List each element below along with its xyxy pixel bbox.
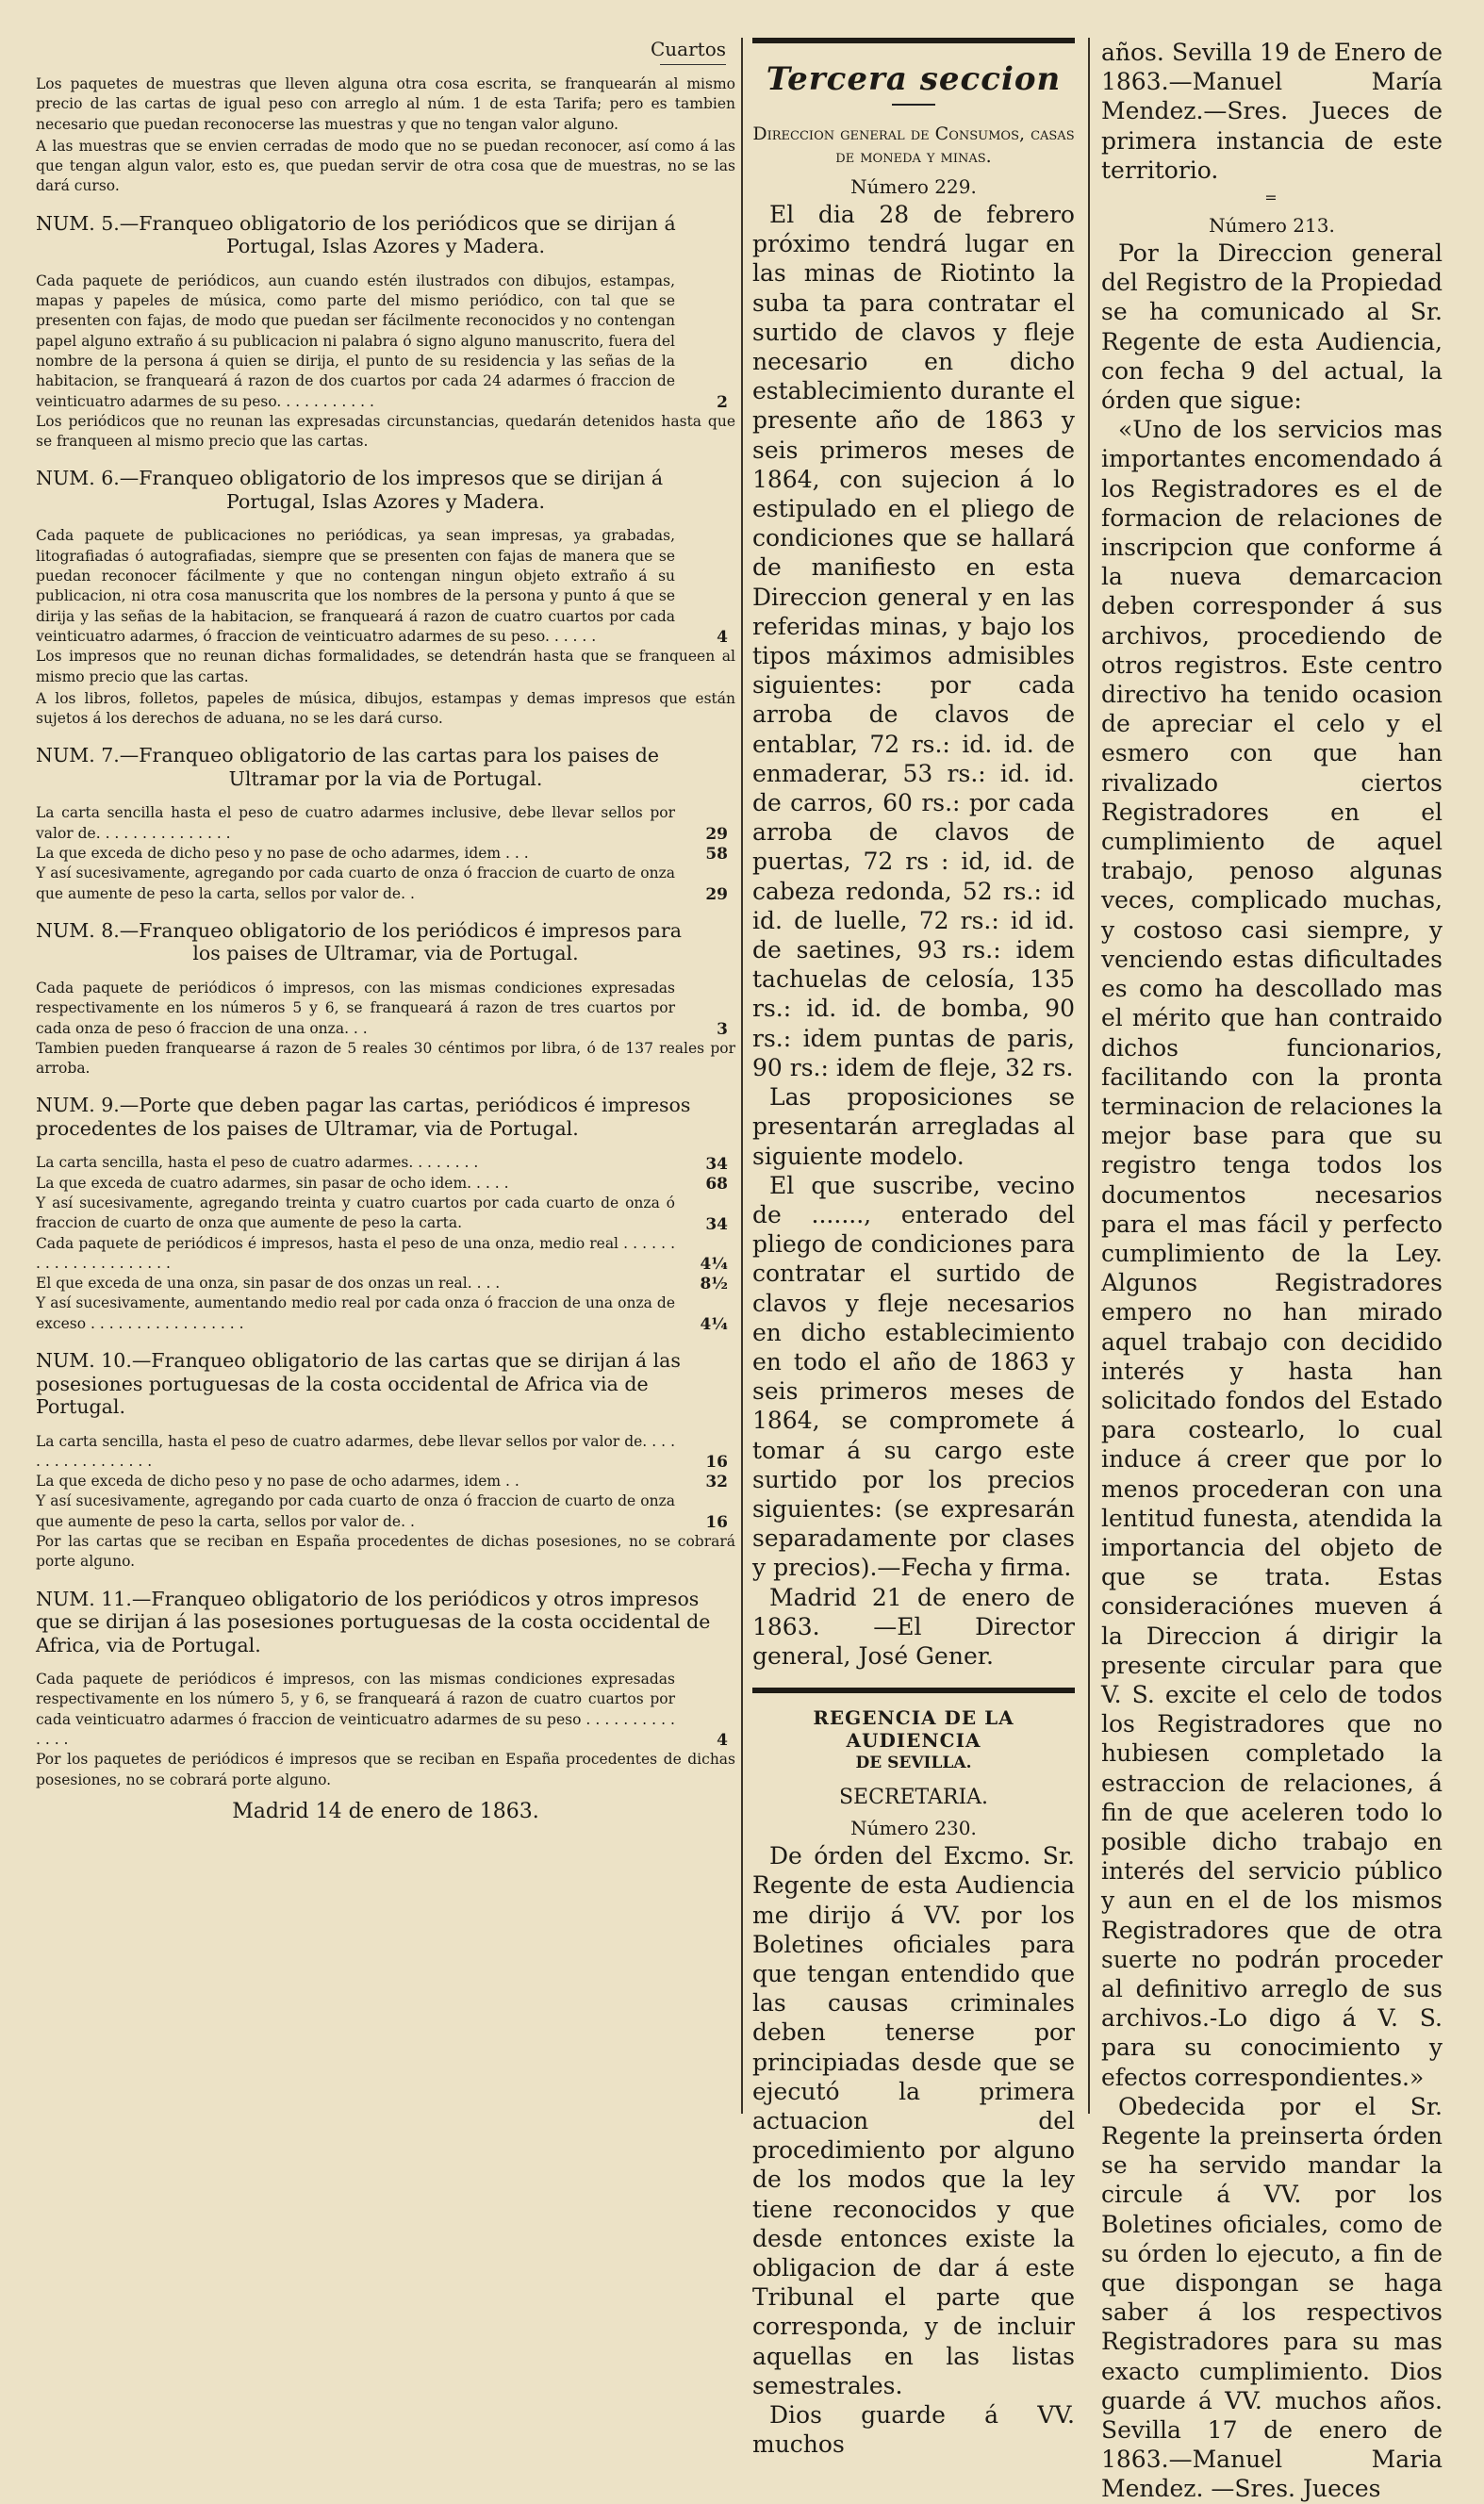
notice-230-closing: años. Sevilla 19 de Enero de 1863.—Manuel María Mendez.—Sres. Jueces de primera instancia de este territorio. <box>1101 39 1443 184</box>
section-top-rule <box>752 38 1075 43</box>
num7-row-2: La que exceda de dicho peso y no pase de ocho adarmes, idem . . . 58 <box>36 845 728 865</box>
cuartos-header: Cuartos <box>650 38 726 60</box>
num10-row-1: La carta sencilla, hasta el peso de cuatro adarmes, debe llevar sellos por valor de. . . . . . . . . . . . . . . . . 16 <box>36 1432 728 1473</box>
tercera-seccion-column <box>752 38 1075 2459</box>
number-229: Número 229. <box>850 175 977 198</box>
notice-229-p2: Las proposiciones se presentarán arregladas al siguiente modelo. <box>752 1083 1075 1170</box>
num9-row-3: Y así sucesivamente, agregando treinta y cuatro cuartos por cada cuarto de onza ó fraccion de cuarto de onza que aumente de peso la carta. 34 <box>36 1194 728 1234</box>
num10-row-3: Y así sucesivamente, agregando por cada cuarto de onza ó fraccion de cuarto de onza que aumente de peso la carta, sellos por valor de. . 16 <box>36 1492 728 1533</box>
secretaria-heading: SECRETARIA. <box>838 1786 989 1810</box>
intro-paragraph-1: Los paquetes de muestras que lleven alguna otra cosa escrita, se franquearán al mismo precio de las cartas de igual peso con arreglo al núm. 1 de esta Tarifa; pero es tambien necesario que puedan reconocerse las muestras y que no tengan valor alguno. <box>36 75 735 133</box>
num7-heading: NUM. 7.—Franqueo obligatorio de las cartas para los paises de Ultramar por la via de Portugal. <box>36 744 660 790</box>
num9-row-2: La que exceda de cuatro adarmes, sin pasar de ocho idem. . . . . 68 <box>36 1174 728 1194</box>
num7-row-3: Y así sucesivamente, agregando por cada cuarto de onza ó fraccion de cuarto de onza que aumente de peso la carta, sellos por valor de. . 29 <box>36 865 728 904</box>
num6-value: 4 <box>717 628 728 648</box>
notice-229-p3: El que suscribe, vecino de ......., enterado del pliego de condiciones para contratar el surtido de clavos y fleje necesarios en dicho establecimiento en todo el año de 1863 y seis primeros meses de 1864, se compromete á tomar á su cargo este surtido por los precios siguientes: (se expresarán separadamente por clases y precios).—Fecha y firma. <box>752 1171 1075 1582</box>
notice-230-p2: Dios guarde á VV. muchos <box>752 2401 1075 2459</box>
num8-note: Tambien pueden franquearse á razon de 5 reales 30 céntimos por libra, ó de 137 reales por arroba. <box>36 1039 735 1078</box>
intro-paragraph-2: A las muestras que se envien cerradas de modo que no se puedan reconocer, así como á las que tengan algun valor, esto es, que puedan servir de otra cosa que de muestras, no se las dará curso. <box>36 137 735 195</box>
notice-213-p3: Obedecida por el Sr. Regente la preinserta órden se ha servido mandar la circule á VV. por los Boletines oficiales, como de su órden lo ejecuto, a fin de que dispongan se haga saber á los respectivos Registradores para su mas exacto cumplimiento. Dios guarde á VV. muchos años. Sevilla 17 de enero de 1863.—Manuel Maria Mendez. —Sres. Jueces <box>1101 2092 1443 2503</box>
num11-heading: NUM. 11.—Franqueo obligatorio de los periódicos y otros impresos que se dirijan á las posesiones portuguesas de la costa occidental de Africa, via de Portugal. <box>36 1587 711 1656</box>
num9-row-1: La carta sencilla, hasta el peso de cuatro adarmes. . . . . . . . 34 <box>36 1154 728 1174</box>
num6-heading: NUM. 6.—Franqueo obligatorio de los impresos que se dirijan á Portugal, Islas Azores y Madera. <box>36 467 664 513</box>
num10-row-2: La que exceda de dicho peso y no pase de ocho adarmes, idem . . 32 <box>36 1473 728 1492</box>
num8-row-1: Cada paquete de periódicos ó impresos, con las mismas condiciones expresadas respectivamente en los números 5 y 6, se franqueará á razon de tres cuartos por cada onza de peso ó fraccion de una onza. . . 3 <box>36 979 728 1039</box>
num6-row: Cada paquete de publicaciones no periódicas, ya sean impresas, ya grabadas, litografiadas ó autografiadas, siempre que se presenten con fajas de manera que se puedan reconocer fácilmente y que no contengan ningun objeto extraño á su publicacion, ni otra cosa manuscrita que los nombres de la persona y punto á que se dirija y las señas de la habitacion, se franqueará á razon de cuatro cuartos por cada veinticuatro adarmes, ó fraccion de veinticuatro adarmes de su peso. . . . . . 4 <box>36 526 735 647</box>
column-divider-1 <box>741 38 743 2114</box>
num7-row-1: La carta sencilla hasta el peso de cuatro adarmes inclusive, debe llevar sellos por valor de. . . . . . . . . . . . . . . 29 <box>36 804 728 845</box>
num5-value: 2 <box>717 392 728 412</box>
column-divider-2 <box>1088 38 1090 2114</box>
header-underline <box>660 64 726 65</box>
notice-230-p1: De órden del Excmo. Sr. Regente de esta Audiencia me dirijo á VV. por los Boletines oficiales para que tengan entendido que las causas criminales deben tenerse por principiadas desde que se ejecutó la primera actuacion del procedimiento por alguno de los modos que la ley tiene reconocidos y que desde entonces existe la obligacion de dar á este Tribunal el parte que corresponda, y de incluir aquellas en las listas semestrales. <box>752 1842 1075 2399</box>
num9-row-5: El que exceda de una onza, sin pasar de dos onzas un real. . . . 8½ <box>36 1275 728 1294</box>
regencia-top-rule <box>752 1688 1075 1693</box>
registro-column <box>1101 38 1443 2504</box>
num5-row: Cada paquete de periódicos, aun cuando estén ilustrados con dibujos, estampas, mapas y papeles de música, como parte del mismo periódico, con tal que se presenten con fajas, de modo que puedan ser fácilmente reconocidos y no contengan papel alguno extraño á su publicacion ni palabra ó signo alguno manuscrito, fuera del nombre de la persona á quien se dirija, el punto de su residencia y las señas de la habitacion, se franqueará á razon de dos cuartos por cada 24 adarmes ó fraccion de veinticuatro adarmes de su peso. . . . . . . . . . . 2 <box>36 272 735 412</box>
num5-heading: NUM. 5.—Franqueo obligatorio de los periódicos que se dirijan á Portugal, Islas Azores y Madera. <box>36 211 676 258</box>
notice-229-p1: El dia 28 de febrero próximo tendrá lugar en las minas de Riotinto la suba ta para contratar el surtido de clavos y fleje necesario en dicho establecimiento durante el presente año de 1863 y seis primeros meses de 1864, con sujecion á lo estipulado en el pliego de condiciones que se hallará de manifiesto en esta Direccion general y en las referidas minas, y bajo los tipos máximos admisibles siguientes: por cada arroba de clavos de entablar, 72 rs.: id. id. de enmaderar, 53 rs.: id. id. de carros, 60 rs.: por cada arroba de clavos de puertas, 72 rs : id, id. de cabeza redonda, 52 rs.: id id. de luelle, 72 rs.: id id. de saetines, 93 rs.: idem tachuelas de celosía, 135 rs.: id. id. de bomba, 90 rs.: idem puntas de paris, 90 rs.: idem de fleje, 32 rs. <box>752 201 1075 1081</box>
separator: = <box>1264 189 1279 207</box>
num6-note-2: A los libros, folletos, papeles de música, dibujos, estampas y demas impresos que están sujetos á los derechos de aduana, no se les dará curso. <box>36 689 735 728</box>
num9-heading: NUM. 9.—Porte que deben pagar las cartas, periódicos é impresos procedentes de los paises de Ultramar, via de Portugal. <box>36 1094 691 1140</box>
num10-note: Por las cartas que se reciban en España procedentes de dichas posesiones, no se cobrará porte alguno. <box>36 1533 735 1571</box>
number-230: Número 230. <box>850 1817 977 1840</box>
section-title-rule <box>892 104 935 106</box>
num10-heading: NUM. 10.—Franqueo obligatorio de las cartas que se dirijan á las posesiones portuguesas de la costa occidental de Africa via de Portugal. <box>36 1349 681 1419</box>
notice-229-signature: Madrid 21 de enero de 1863. —El Director general, José Gener. <box>752 1583 1075 1670</box>
notice-213-p1: Por la Direccion general del Registro de la Propiedad se ha comunicado al Sr. Regente de esta Audiencia, con fecha 9 del actual, la órden que sigue: <box>1101 239 1443 415</box>
num11-note: Por los paquetes de periódicos é impresos que se reciban en España procedentes de dichas posesiones, no se cobrará porte alguno. <box>36 1751 735 1788</box>
num6-note-1: Los impresos que no reunan dichas formalidades, se detendrán hasta que se franqueen al mismo precio que las cartas. <box>36 648 735 685</box>
num9-row-6: Y así sucesivamente, aumentando medio real por cada onza ó fraccion de una onza de exceso . . . . . . . . . . . . . . . . . 4¼ <box>36 1294 728 1335</box>
section-title: Tercera seccion <box>766 60 1062 98</box>
tariff-column <box>36 38 735 1823</box>
num11-row-1: Cada paquete de periódicos é impresos, con las mismas condiciones expresadas respectivamente en los número 5, y 6, se franqueará á razon de cuatro cuartos por cada veinticuatro adarmes ó fraccion de veinticuatro adarmes de su peso . . . . . . . . . . . . . . 4 <box>36 1671 728 1751</box>
number-213: Número 213. <box>1209 214 1335 238</box>
tariff-date: Madrid 14 de enero de 1863. <box>232 1799 539 1823</box>
num8-heading: NUM. 8.—Franqueo obligatorio de los periódicos é impresos para los paises de Ultramar, via de Portugal. <box>36 918 682 965</box>
num5-note: Los periódicos que no reunan las expresadas circunstancias, quedarán detenidos hasta que se franqueen al mismo precio que las cartas. <box>36 412 735 451</box>
regencia-subheading: DE SEVILLA. <box>855 1754 972 1773</box>
regencia-heading: REGENCIA DE LA AUDIENCIA <box>813 1706 1014 1753</box>
department-heading: Direccion general de Consumos, casas de moneda y minas. <box>752 124 1075 167</box>
num9-row-4: Cada paquete de periódicos é impresos, hasta el peso de una onza, medio real . . . . . . . . . . . . . . . . . . . . . 4¼ <box>36 1234 728 1275</box>
notice-213-p2: «Uno de los servicios mas importantes encomendado á los Registradores es el de formacion de relaciones de inscripcion que conforme á la nueva demarcacion deben corresponder á sus archivos, procediendo de otros registros. Este centro directivo ha tenido ocasion de apreciar el celo y el esmero con que han rivalizado ciertos Registradores en el cumplimiento de aquel trabajo, penoso algunas veces, complicado muchas, y costoso casi siempre, y venciendo estas dificultades es como ha descollado mas el mérito que han contraido dichos funcionarios, facilitando con la pronta terminacion de relaciones la mejor base para que su registro tenga todos los documentos necesarios para el mas fácil y perfecto cumplimiento de la Ley. Algunos Registradores empero no han mirado aquel trabajo con decidido interés y hasta han solicitado fondos del Estado para costearlo, lo cual induce á creer que por lo menos procederan con una lentitud funesta, atendida la importancia del objeto de que se trata. Estas consideraciónes mueven á la Direccion á dirigir la presente circular para que V. S. excite el celo de todos los Registradores que no hubiesen completado la estraccion de relaciones, á fin de que aceleren todo lo posible dicho trabajo en interés del servicio público y aun en el de los mismos Registradores que de otra suerte no podrán proceder al definitivo arreglo de sus archivos.-Lo digo á V. S. para su conocimiento y efectos correspondientes.» <box>1101 416 1443 2091</box>
